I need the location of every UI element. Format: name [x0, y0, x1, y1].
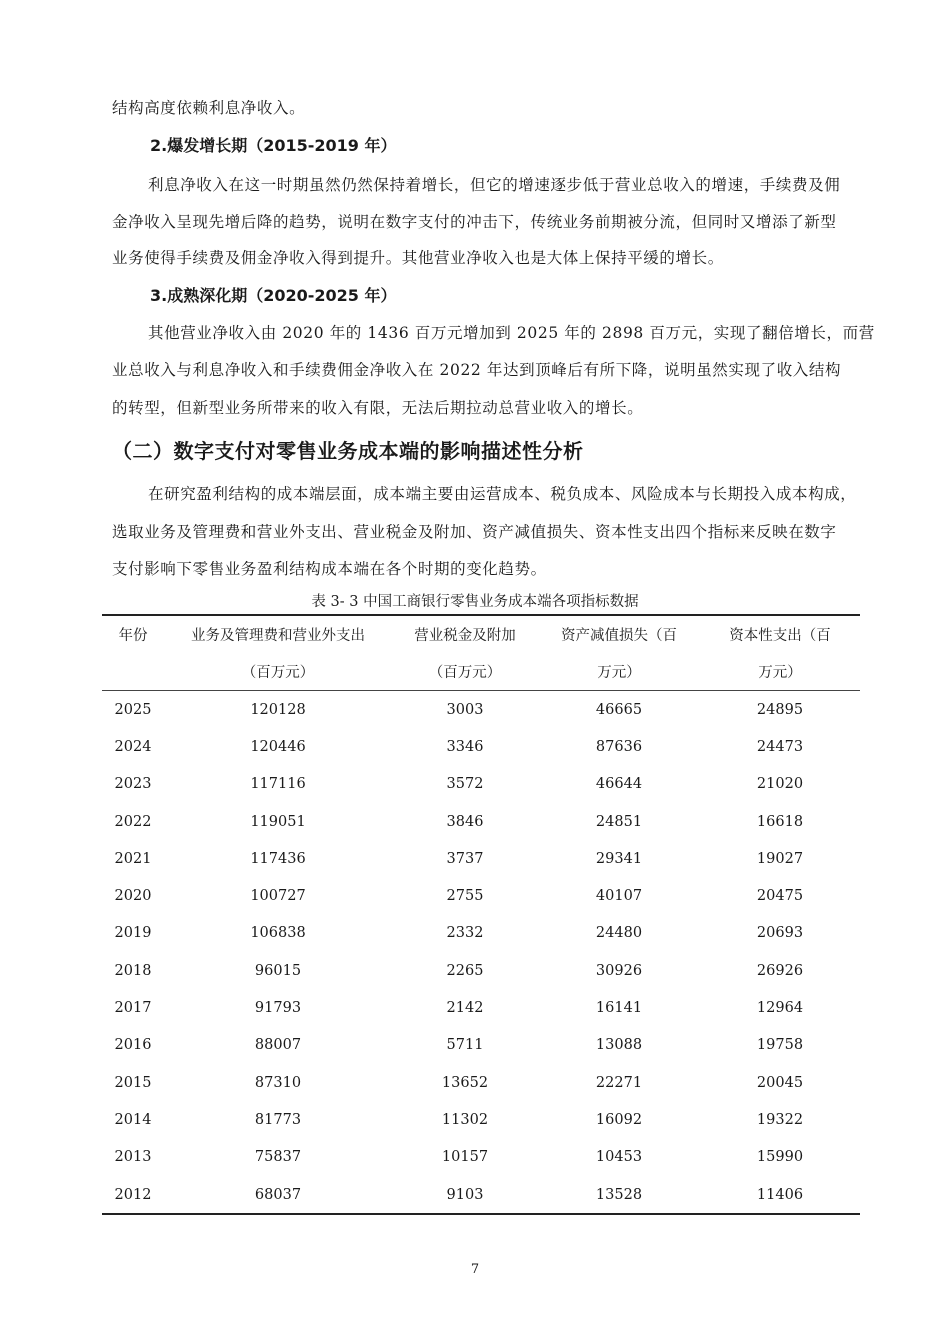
cell-capital-expenditure: 19758 — [756, 1037, 804, 1054]
cell-impairment-loss: 46644 — [595, 776, 643, 793]
paragraph-line: 金净收入呈现先增后降的趋势，说明在数字支付的冲击下，传统业务前期被分流，但同时又增添了新型 — [112, 213, 837, 231]
cell-impairment-loss: 22271 — [595, 1074, 643, 1091]
cell-capital-expenditure: 15990 — [756, 1149, 804, 1166]
table-body — [102, 691, 860, 1215]
cell-admin-expense: 117116 — [250, 776, 306, 793]
cell-business-tax: 10157 — [441, 1149, 489, 1166]
header-year-unit — [102, 653, 164, 691]
cell-year: 2014 — [114, 1111, 152, 1128]
cell-admin-expense: 106838 — [250, 925, 306, 942]
cell-year: 2015 — [114, 1074, 152, 1091]
paragraph-line: 业务使得手续费及佣金净收入得到提升。其他营业净收入也是大体上保持平缓的增长。 — [112, 249, 724, 267]
table-row — [102, 1139, 860, 1176]
cell-impairment-loss: 87636 — [595, 738, 643, 755]
cost-indicator-table — [102, 614, 860, 1215]
cell-year: 2024 — [114, 738, 152, 755]
header-business-tax-unit: （百万元） — [392, 653, 538, 691]
table-row — [102, 691, 860, 729]
cell-year: 2013 — [114, 1149, 152, 1166]
cell-impairment-loss: 30926 — [595, 962, 643, 979]
cell-business-tax: 9103 — [392, 1176, 538, 1214]
paragraph-line: 业总收入与利息净收入和手续费佣金净收入在 2022 年达到顶峰后有所下降，说明虽然实现了收入结构 — [112, 361, 842, 379]
table-row — [102, 728, 860, 765]
cell-admin-expense: 88007 — [254, 1037, 302, 1054]
cell-admin-expense: 119051 — [250, 813, 306, 830]
cell-capital-expenditure: 19027 — [756, 850, 804, 867]
cell-year: 2018 — [114, 962, 152, 979]
table-row — [102, 1027, 860, 1064]
subheading-explosive-growth: 2.爆发增长期（2015-2019 年） — [150, 136, 397, 155]
cell-business-tax: 3003 — [446, 701, 484, 718]
table-row — [102, 1101, 860, 1138]
cell-capital-expenditure: 19322 — [756, 1111, 804, 1128]
cell-capital-expenditure: 20475 — [756, 888, 804, 905]
cell-capital-expenditure: 24473 — [756, 738, 804, 755]
header-capital-expenditure-unit: 万元） — [700, 653, 860, 691]
cell-impairment-loss: 10453 — [595, 1149, 643, 1166]
paragraph-line: 的转型，但新型业务所带来的收入有限，无法后期拉动总营业收入的增长。 — [112, 399, 644, 417]
cell-business-tax: 2755 — [446, 888, 484, 905]
paragraph-line: 其他营业净收入由 2020 年的 1436 百万元增加到 2025 年的 2898 百万元，实现了翻倍增长，而营 — [148, 324, 875, 342]
cell-admin-expense: 120446 — [250, 738, 306, 755]
table-header-row — [102, 615, 860, 653]
cell-capital-expenditure: 11406 — [700, 1176, 860, 1214]
table-row — [102, 915, 860, 952]
cell-business-tax: 3737 — [446, 850, 484, 867]
cell-impairment-loss: 46665 — [595, 701, 643, 718]
cell-admin-expense: 120128 — [250, 701, 306, 718]
paragraph-line: 在研究盈利结构的成本端层面，成本端主要由运营成本、税负成本、风险成本与长期投入成本构成， — [148, 485, 857, 503]
cell-admin-expense: 75837 — [254, 1149, 302, 1166]
table-row — [102, 1064, 860, 1101]
table-header-unit-row — [102, 653, 860, 691]
cell-impairment-loss: 16141 — [595, 1000, 643, 1017]
cell-capital-expenditure: 20693 — [756, 925, 804, 942]
cell-capital-expenditure: 16618 — [756, 813, 804, 830]
cell-year: 2022 — [114, 813, 152, 830]
cell-business-tax: 2265 — [446, 962, 484, 979]
paragraph-line: 结构高度依赖利息净收入。 — [112, 99, 306, 117]
header-admin-expense: 业务及管理费和营业外支出 — [164, 615, 392, 653]
cell-year: 2023 — [114, 776, 152, 793]
cell-year: 2019 — [114, 925, 152, 942]
cell-impairment-loss: 29341 — [595, 850, 643, 867]
cell-impairment-loss: 13528 — [538, 1176, 700, 1214]
header-capital-expenditure: 资本性支出（百 — [700, 615, 860, 653]
cell-business-tax: 2332 — [446, 925, 484, 942]
header-business-tax: 营业税金及附加 — [392, 615, 538, 653]
table-row — [102, 803, 860, 840]
paragraph-line: 利息净收入在这一时期虽然仍然保持着增长，但它的增速逐步低于营业总收入的增速，手续费及佣 — [148, 176, 841, 194]
cell-year: 2017 — [114, 1000, 152, 1017]
cell-admin-expense: 100727 — [250, 888, 306, 905]
cell-business-tax: 3572 — [446, 776, 484, 793]
table-caption: 表 3- 3 中国工商银行零售业务成本端各项指标数据 — [311, 594, 639, 610]
cell-admin-expense: 96015 — [254, 962, 302, 979]
cell-year: 2012 — [102, 1176, 164, 1214]
cell-impairment-loss: 13088 — [595, 1037, 643, 1054]
cell-admin-expense: 117436 — [250, 850, 306, 867]
table-row — [102, 766, 860, 803]
cell-business-tax: 2142 — [446, 1000, 484, 1017]
header-impairment-loss: 资产减值损失（百 — [538, 615, 700, 653]
table-row — [102, 1176, 860, 1214]
header-year: 年份 — [102, 615, 164, 653]
paragraph-line: 选取业务及管理费和营业外支出、营业税金及附加、资产减值损失、资本性支出四个指标来反映在数字 — [112, 523, 837, 541]
cell-year: 2016 — [114, 1037, 152, 1054]
table-row — [102, 989, 860, 1026]
header-impairment-loss-unit: 万元） — [538, 653, 700, 691]
cell-capital-expenditure: 21020 — [756, 776, 804, 793]
section-heading: （二）数字支付对零售业务成本端的影响描述性分析 — [112, 439, 584, 463]
cell-capital-expenditure: 26926 — [756, 962, 804, 979]
cell-admin-expense: 87310 — [254, 1074, 302, 1091]
cell-business-tax: 3346 — [446, 738, 484, 755]
subheading-mature-deepening: 3.成熟深化期（2020-2025 年） — [150, 286, 397, 305]
table-row — [102, 877, 860, 914]
cell-business-tax: 5711 — [446, 1037, 484, 1054]
cell-year: 2020 — [114, 888, 152, 905]
cell-admin-expense: 91793 — [254, 1000, 302, 1017]
cell-year: 2021 — [114, 850, 152, 867]
page-number: 7 — [470, 1262, 480, 1277]
cell-year: 2025 — [114, 701, 152, 718]
cell-impairment-loss: 24851 — [595, 813, 643, 830]
cell-business-tax: 3846 — [446, 813, 484, 830]
cell-admin-expense: 68037 — [164, 1176, 392, 1214]
cell-impairment-loss: 16092 — [595, 1111, 643, 1128]
cell-capital-expenditure: 20045 — [756, 1074, 804, 1091]
header-admin-expense-unit: （百万元） — [164, 653, 392, 691]
cell-business-tax: 13652 — [441, 1074, 489, 1091]
table-row — [102, 840, 860, 877]
cell-business-tax: 11302 — [441, 1111, 489, 1128]
table-row — [102, 952, 860, 989]
cell-impairment-loss: 40107 — [595, 888, 643, 905]
cell-impairment-loss: 24480 — [595, 925, 643, 942]
cell-capital-expenditure: 24895 — [756, 701, 804, 718]
cell-admin-expense: 81773 — [254, 1111, 302, 1128]
paragraph-line: 支付影响下零售业务盈利结构成本端在各个时期的变化趋势。 — [112, 560, 547, 578]
cell-capital-expenditure: 12964 — [756, 1000, 804, 1017]
